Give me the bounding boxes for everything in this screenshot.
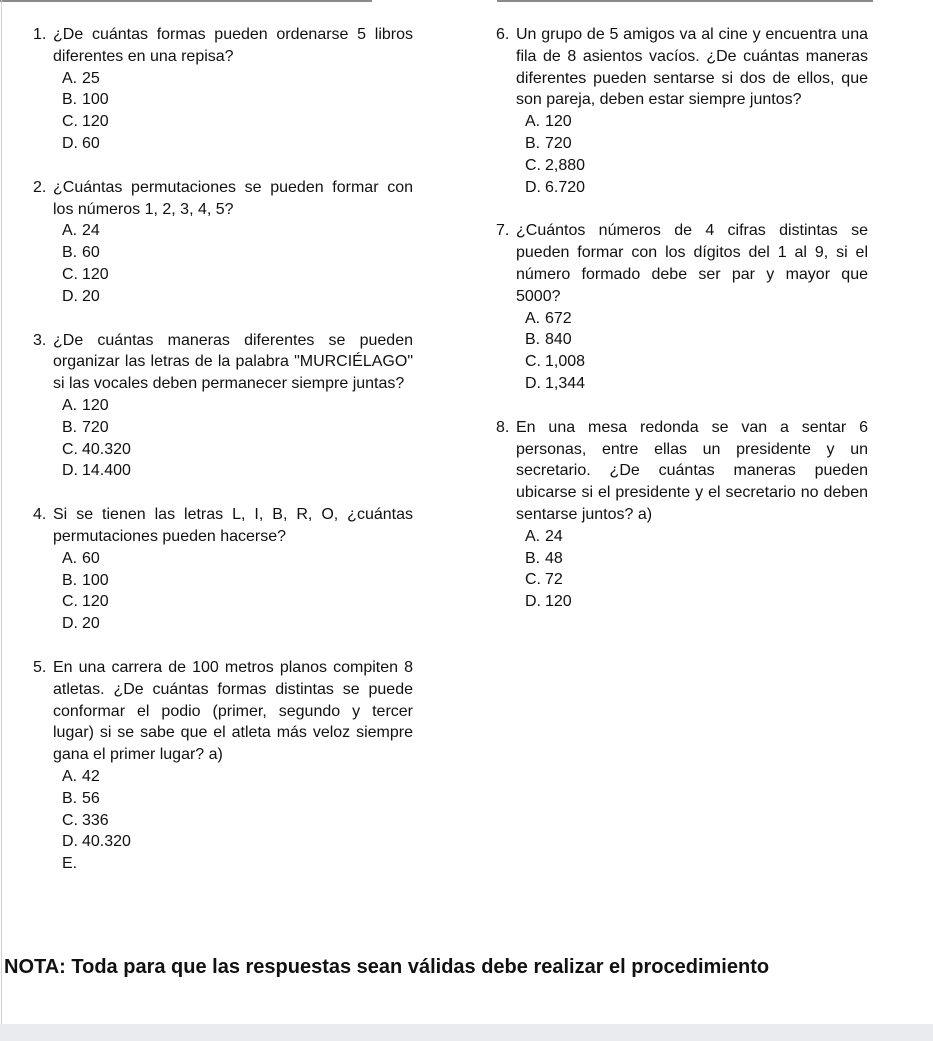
option-value: 14.400	[82, 462, 131, 480]
question-text: En una carrera de 100 metros planos compiten 8 atletas. ¿De cuántas formas distintas se puede conformar el podio (primer, segundo y tercer lugar) si se sabe que el atleta más veloz siempre gana el primer lugar? a)	[53, 658, 413, 764]
question-item	[33, 24, 413, 155]
question-number: 3.	[33, 331, 47, 349]
question-text: ¿Cuántas permutaciones se pueden formar con los números 1, 2, 3, 4, 5?	[53, 178, 413, 218]
answer-options	[496, 308, 868, 395]
option-letter: B.	[62, 91, 78, 109]
option-value: 24	[82, 222, 100, 240]
answer-option	[525, 308, 868, 330]
answer-option	[62, 831, 413, 853]
option-letter: B.	[62, 571, 78, 589]
answer-option	[62, 766, 413, 788]
option-letter: C.	[62, 113, 78, 131]
answer-option	[525, 591, 868, 613]
question-text: Un grupo de 5 amigos va al cine y encuentra una fila de 8 asientos vacíos. ¿De cuántas maneras diferentes pueden sentarse si dos de ellos, que son pareja, deben estar siempre juntos?	[516, 26, 868, 109]
option-value: 20	[82, 287, 100, 305]
option-value: 1,008	[545, 353, 586, 371]
answer-option	[525, 569, 868, 591]
answer-option	[525, 526, 868, 548]
bottom-band	[0, 1024, 933, 1041]
option-value: 72	[545, 571, 563, 589]
option-value: 672	[545, 309, 572, 327]
option-value: 56	[82, 789, 100, 807]
option-letter: A.	[525, 113, 541, 131]
question-number: 5.	[33, 658, 47, 676]
top-divider-right	[497, 0, 873, 2]
option-letter: A.	[62, 222, 78, 240]
question-item	[33, 657, 413, 875]
answer-option	[62, 220, 413, 242]
option-letter: B.	[62, 789, 78, 807]
option-value: 120	[545, 593, 572, 611]
option-letter: B.	[525, 134, 541, 152]
option-letter: D.	[62, 833, 78, 851]
question-text: Si se tienen las letras L, I, B, R, O, ¿cuántas permutaciones pueden hacerse?	[53, 506, 413, 545]
answer-option	[62, 417, 413, 439]
option-letter: A.	[62, 767, 78, 785]
answer-option	[62, 788, 413, 810]
answer-options	[33, 766, 413, 875]
option-letter: A.	[62, 396, 78, 414]
answer-option	[62, 570, 413, 592]
question-item	[496, 24, 868, 198]
option-letter: D.	[525, 593, 541, 611]
option-letter: D.	[62, 134, 78, 152]
option-letter: A.	[62, 69, 78, 87]
question-text: ¿De cuántas maneras diferentes se pueden organizar las letras de la palabra "MURCIÉLAGO" si las vocales deben permanecer siempre juntas?	[53, 331, 413, 393]
answer-option	[62, 89, 413, 111]
option-value: 40.320	[82, 833, 131, 851]
answer-option	[62, 242, 413, 264]
answer-option	[62, 810, 413, 832]
option-value: 2,880	[545, 156, 586, 174]
answer-options	[496, 526, 868, 613]
option-letter: D.	[62, 615, 78, 633]
answer-option	[62, 548, 413, 570]
option-letter: A.	[525, 527, 541, 545]
option-value: 6.720	[545, 178, 586, 196]
question-item	[33, 177, 413, 308]
option-value: 48	[545, 549, 563, 567]
option-letter: C.	[62, 440, 78, 458]
option-value: 40.320	[82, 440, 131, 458]
option-letter: A.	[525, 309, 541, 327]
option-value: 60	[82, 549, 100, 567]
option-value: 120	[82, 265, 109, 283]
option-value: 840	[545, 331, 572, 349]
question-number: 7.	[496, 222, 510, 240]
option-value: 1,344	[545, 374, 586, 392]
answer-options	[33, 395, 413, 482]
procedure-note: NOTA: Toda para que las respuestas sean válidas debe realizar el procedimiento	[4, 956, 770, 978]
option-value: 120	[82, 113, 109, 131]
top-divider-left	[0, 0, 372, 2]
answer-option	[525, 177, 868, 199]
answer-option	[62, 264, 413, 286]
option-letter: B.	[525, 549, 541, 567]
answer-option	[525, 329, 868, 351]
option-value: 120	[545, 113, 572, 131]
answer-option	[62, 286, 413, 308]
answer-option	[62, 395, 413, 417]
option-letter: B.	[62, 418, 78, 436]
answer-options	[33, 220, 413, 307]
answer-option	[525, 133, 868, 155]
option-letter: C.	[525, 571, 541, 589]
question-item	[33, 504, 413, 635]
answer-option	[525, 111, 868, 133]
option-value: 24	[545, 527, 563, 545]
option-letter: D.	[62, 287, 78, 305]
question-number: 1.	[33, 26, 47, 43]
answer-option	[62, 591, 413, 613]
question-text: En una mesa redonda se van a sentar 6 personas, entre ellas un presidente y un secretario. ¿De cuántas maneras pueden ubicarse si el presidente y el secretario no deben sentarse juntos? a)	[516, 418, 868, 523]
option-value: 60	[82, 134, 100, 152]
option-value: 60	[82, 244, 100, 262]
answer-option	[525, 373, 868, 395]
left-border	[1, 0, 2, 1041]
option-letter: A.	[62, 549, 78, 567]
answer-option	[62, 111, 413, 133]
option-value: 100	[82, 91, 109, 109]
question-number: 6.	[496, 26, 510, 43]
question-item	[33, 330, 413, 483]
option-letter: C.	[62, 265, 78, 283]
question-text: ¿Cuántos números de 4 cifras distintas se pueden formar con los dígitos del 1 al 9, si el número formado debe ser par y mayor que 5000?	[516, 222, 868, 305]
question-number: 4.	[33, 506, 47, 524]
option-letter: D.	[62, 462, 78, 480]
option-value: 42	[82, 767, 100, 785]
option-letter: E.	[62, 855, 78, 873]
option-value: 120	[82, 396, 109, 414]
option-letter: B.	[525, 331, 541, 349]
answer-option	[62, 133, 413, 155]
option-value: 720	[82, 418, 109, 436]
answer-options	[33, 548, 413, 635]
answer-option	[525, 351, 868, 373]
answer-option	[62, 613, 413, 635]
answer-option	[62, 853, 413, 875]
option-value: 20	[82, 615, 100, 633]
answer-option	[62, 460, 413, 482]
option-value: 120	[82, 593, 109, 611]
question-text: ¿De cuántas formas pueden ordenarse 5 libros diferentes en una repisa?	[53, 26, 413, 65]
option-value: 100	[82, 571, 109, 589]
option-letter: D.	[525, 178, 541, 196]
option-letter: C.	[525, 156, 541, 174]
question-number: 8.	[496, 418, 510, 436]
answer-option	[525, 155, 868, 177]
answer-option	[62, 439, 413, 461]
answer-options	[496, 111, 868, 198]
right-column	[496, 24, 868, 613]
answer-option	[525, 548, 868, 570]
question-item	[496, 417, 868, 613]
option-letter: C.	[525, 353, 541, 371]
option-value: 336	[82, 811, 109, 829]
option-letter: C.	[62, 593, 78, 611]
question-item	[496, 220, 868, 394]
answer-options	[33, 68, 413, 155]
option-value: 25	[82, 69, 100, 87]
question-number: 2.	[33, 178, 47, 196]
option-letter: C.	[62, 811, 78, 829]
left-column	[33, 24, 413, 875]
option-letter: D.	[525, 374, 541, 392]
option-value: 720	[545, 134, 572, 152]
option-letter: B.	[62, 244, 78, 262]
answer-option	[62, 68, 413, 90]
